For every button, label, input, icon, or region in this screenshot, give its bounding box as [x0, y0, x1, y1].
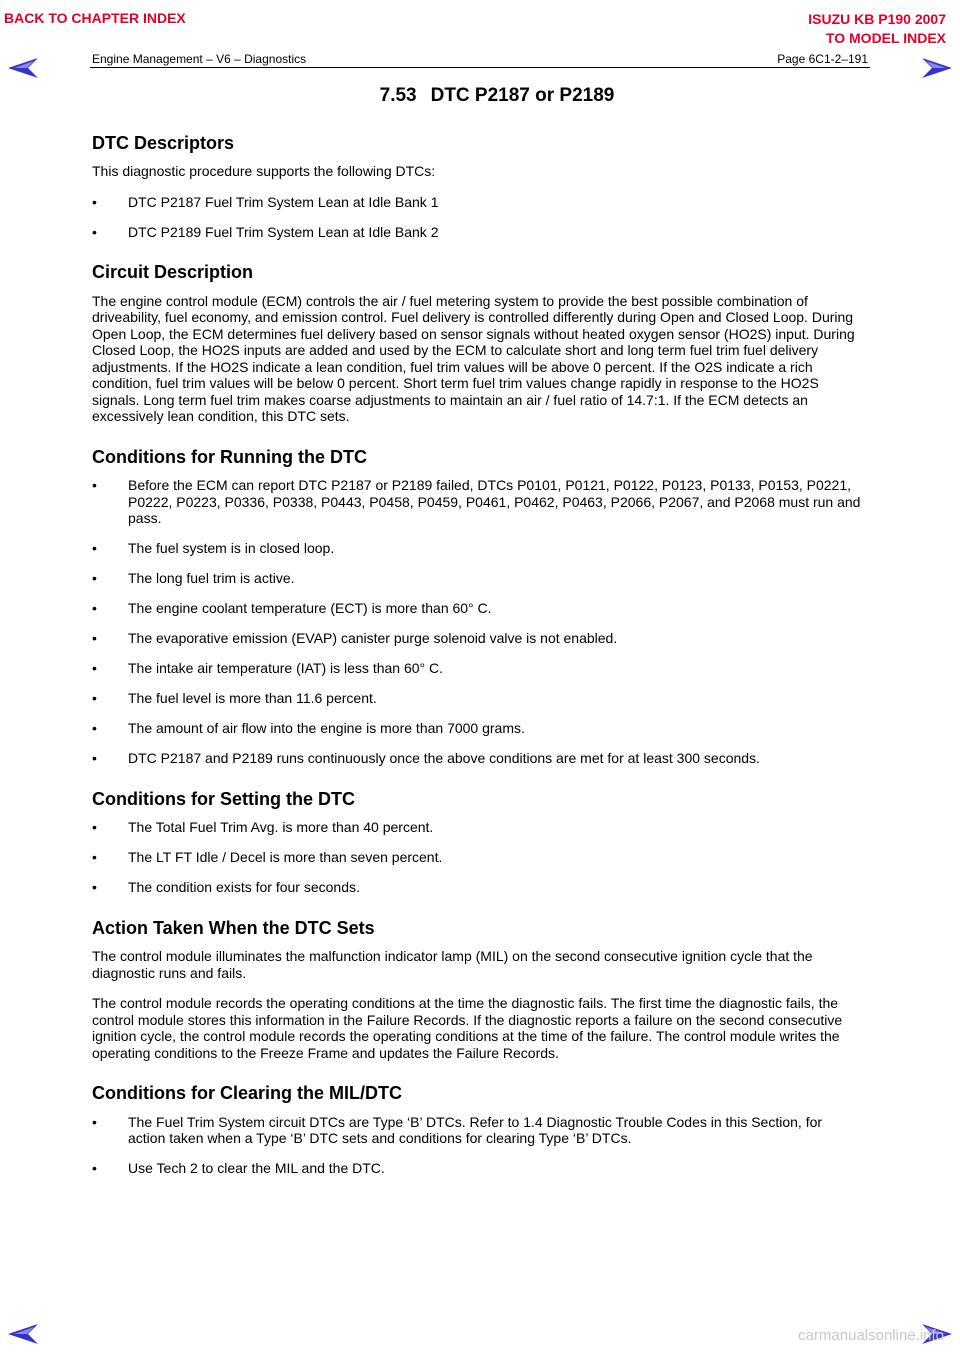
list-item: • Before the ECM can report DTC P2187 or P2189 failed, DTCs P0101, P0121, P0122, P0123, P0133, P0153, P0221, P0222, P0223, P0336, P0338, P0443, P0458, P0459, P0461, P0462, P0463, P2066, P2067, and P2068 must run and pass. — [92, 477, 861, 526]
clearing-heading: Conditions for Clearing the MIL/DTC — [92, 1083, 402, 1103]
clearing-list — [92, 1114, 862, 1177]
bullet-icon: • — [92, 570, 97, 586]
running-list — [92, 477, 862, 767]
bullet-icon: • — [92, 849, 97, 865]
list-item: • The condition exists for four seconds. — [92, 879, 360, 895]
bullet-icon: • — [92, 690, 97, 706]
model-index-link[interactable] — [808, 10, 946, 48]
section-conditions-setting — [92, 788, 862, 896]
circuit-text: The engine control module (ECM) controls the air / fuel metering system to provide the best possible combination of driveability, fuel economy, and emission control. Fuel delivery is controlled differently during Open and Closed Loop. During Open Loop, the ECM determines fuel delivery based on sensor signals without heated oxygen sensor (HO2S) input. During Closed Loop, the HO2S inputs are added and used by the ECM to calculate short and long term fuel trim fuel delivery adjustments. If the HO2S indicate a lean condition, fuel trim values will be above 0 percent. If the O2S indicate a rich condition, fuel trim values will be below 0 percent. Short term fuel trim values change rapidly in response to the HO2S signals. Long term fuel trim makes coarse adjustments to maintain an air / fuel ratio of 14.7:1. If the ECM detects an excessively lean condition, this DTC sets. — [92, 292, 855, 424]
list-item: • The fuel system is in closed loop. — [92, 540, 335, 556]
list-item: • The Fuel Trim System circuit DTCs are Type ‘B’ DTCs. Refer to 1.4 Diagnostic Trouble Codes in this Section, for action taken when a Type ‘B’ DTC sets and conditions for clearing Type ‘B’ DTCs. — [92, 1113, 823, 1146]
bullet-icon: • — [92, 193, 97, 210]
bullet-icon: • — [92, 600, 97, 616]
list-item: • The amount of air flow into the engine is more than 7000 grams. — [92, 720, 525, 736]
section-number: 7.53 — [379, 85, 417, 106]
running-header-left: Engine Management – V6 – Diagnostics — [92, 52, 307, 66]
action-heading: Action Taken When the DTC Sets — [92, 917, 375, 938]
next-page-arrow-icon[interactable] — [922, 58, 952, 78]
list-item: • The evaporative emission (EVAP) canister purge solenoid valve is not enabled. — [92, 630, 618, 646]
section-conditions-clearing — [92, 1085, 862, 1177]
list-item: • The engine coolant temperature (ECT) is more than 60° C. — [92, 600, 492, 616]
bullet-icon: • — [92, 223, 97, 240]
setting-heading: Conditions for Setting the DTC — [92, 788, 355, 809]
action-paragraph-1: The control module illuminates the malfunction indicator lamp (MIL) on the second consecutive ignition cycle that the diagnostic runs and fails. — [92, 948, 813, 981]
list-item: • DTC P2187 Fuel Trim System Lean at Idle Bank 1 — [92, 193, 439, 210]
bullet-icon: • — [92, 1113, 97, 1130]
header-rule — [90, 67, 870, 68]
back-to-chapter-index-link[interactable]: BACK TO CHAPTER INDEX — [4, 10, 186, 26]
action-paragraph-2: The control module records the operating conditions at the time the diagnostic fails. The first time the diagnostic fails, the control module stores this information in the Failure Records. If the diagnostic reports a failure on the second consecutive ignition cycle, the control module records the operating conditions at the time of the failure. The control module writes the operating conditions to the Freeze Frame and updates the Failure Records. — [92, 995, 843, 1061]
list-item: • DTC P2189 Fuel Trim System Lean at Idle Bank 2 — [92, 223, 439, 240]
page-title — [92, 85, 862, 106]
descriptors-heading: DTC Descriptors — [92, 132, 235, 153]
bullet-icon: • — [92, 660, 97, 676]
list-item: • The fuel level is more than 11.6 percent. — [92, 690, 377, 706]
bullet-icon: • — [92, 477, 97, 493]
section-title: DTC P2187 or P2189 — [430, 85, 615, 106]
bullet-icon: • — [92, 819, 97, 835]
circuit-heading: Circuit Description — [92, 262, 254, 282]
page-number: Page 6C1-2–191 — [777, 52, 868, 66]
bullet-icon: • — [92, 630, 97, 646]
list-item: • Use Tech 2 to clear the MIL and the DTC. — [92, 1160, 385, 1176]
section-descriptors — [92, 132, 862, 241]
section-action-taken — [92, 917, 862, 1062]
descriptors-intro: This diagnostic procedure supports the following DTCs: — [92, 163, 436, 179]
bullet-icon: • — [92, 720, 97, 736]
list-item: • The intake air temperature (IAT) is less than 60° C. — [92, 660, 444, 676]
bullet-icon: • — [92, 1160, 97, 1176]
previous-page-arrow-bottom-icon[interactable] — [8, 1324, 38, 1344]
to-model-index[interactable]: TO MODEL INDEX — [825, 30, 946, 46]
list-item: • The long fuel trim is active. — [92, 570, 295, 586]
section-circuit-description — [92, 264, 862, 425]
watermark: carmanualsonline.info — [798, 1327, 944, 1344]
previous-page-arrow-icon[interactable] — [8, 58, 38, 78]
list-item: • DTC P2187 and P2189 runs continuously once the above conditions are met for at least 300 seconds. — [92, 750, 760, 766]
section-conditions-running — [92, 446, 862, 767]
document-body — [92, 85, 862, 1190]
bullet-icon: • — [92, 540, 97, 556]
descriptors-list — [92, 194, 862, 241]
setting-list — [92, 819, 862, 896]
bullet-icon: • — [92, 879, 97, 895]
list-item: • The Total Fuel Trim Avg. is more than 40 percent. — [92, 819, 434, 835]
bullet-icon: • — [92, 750, 97, 766]
list-item: • The LT FT Idle / Decel is more than seven percent. — [92, 849, 443, 865]
running-heading: Conditions for Running the DTC — [92, 446, 367, 467]
model-title[interactable]: ISUZU KB P190 2007 — [808, 11, 946, 27]
